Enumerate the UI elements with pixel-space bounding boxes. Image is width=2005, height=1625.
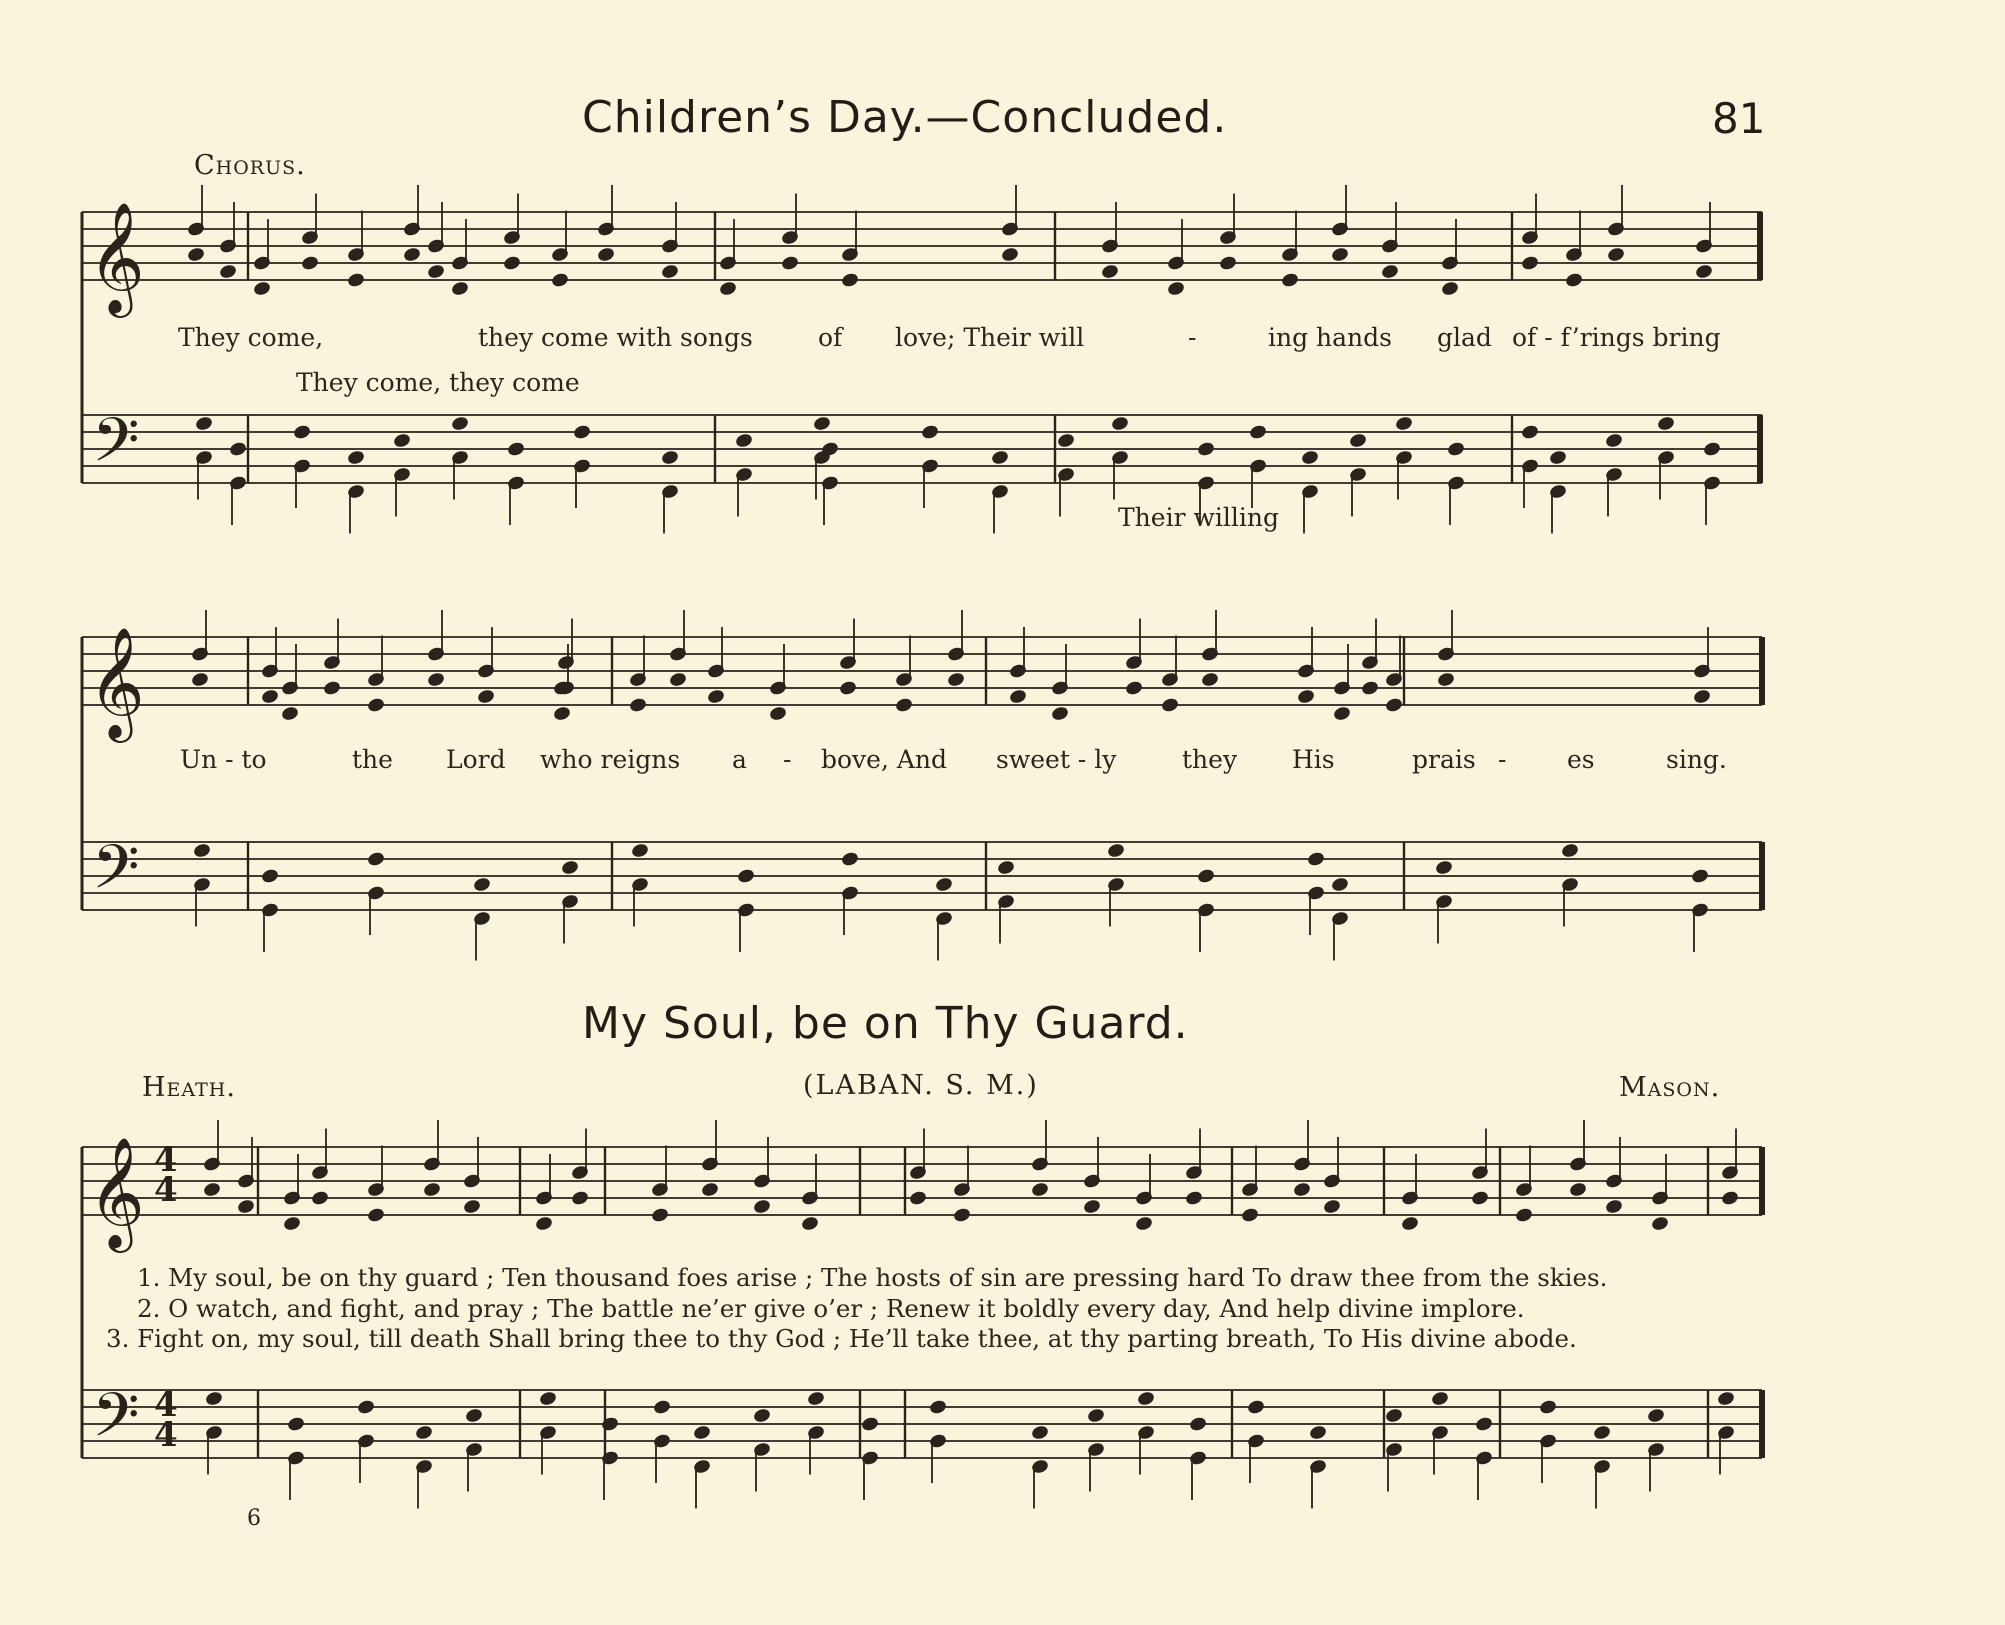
note-icon xyxy=(1219,255,1237,270)
note-icon xyxy=(1309,1425,1327,1440)
treble-clef-icon: 𝄞 xyxy=(88,1136,145,1248)
note-icon xyxy=(281,706,299,721)
note-icon xyxy=(451,416,469,431)
note-icon xyxy=(311,1190,329,1205)
note-icon xyxy=(1297,689,1315,704)
footer-mark: 6 xyxy=(247,1506,261,1531)
note-icon xyxy=(651,1207,669,1222)
lyric-word: glad xyxy=(1437,323,1492,352)
note-icon xyxy=(553,706,571,721)
note-icon xyxy=(507,441,525,456)
note-icon xyxy=(1721,1190,1739,1205)
note-icon xyxy=(719,281,737,296)
note-icon xyxy=(423,1182,441,1197)
note-icon xyxy=(921,424,939,439)
note-icon xyxy=(229,441,247,456)
note-icon xyxy=(1717,1391,1735,1406)
note-icon xyxy=(253,281,271,296)
note-icon xyxy=(427,264,445,279)
note-icon xyxy=(1385,697,1403,712)
note-icon xyxy=(1167,281,1185,296)
lyric-word: love; Their will xyxy=(895,323,1085,352)
note-icon xyxy=(631,843,649,858)
note-icon xyxy=(1031,1182,1049,1197)
lyric-word: Un - to xyxy=(180,745,267,774)
note-icon xyxy=(477,689,495,704)
note-icon xyxy=(1331,247,1349,262)
note-icon xyxy=(473,877,491,892)
note-icon xyxy=(1249,424,1267,439)
note-icon xyxy=(629,697,647,712)
tune-name: (LABAN. S. M.) xyxy=(803,1070,1039,1101)
note-icon xyxy=(283,1216,301,1231)
bass-echo-lyric: Their willing xyxy=(1118,503,1279,532)
bass-clef-icon: 𝄢 xyxy=(92,405,140,491)
note-icon xyxy=(203,1182,221,1197)
bass-clef-icon: 𝄢 xyxy=(92,832,140,918)
lyric-word: bove, And xyxy=(821,745,948,774)
note-icon xyxy=(1111,416,1129,431)
note-icon xyxy=(1009,689,1027,704)
note-icon xyxy=(935,877,953,892)
note-icon xyxy=(597,247,615,262)
note-icon xyxy=(997,860,1015,875)
note-icon xyxy=(769,706,787,721)
note-icon xyxy=(427,672,445,687)
note-icon xyxy=(1051,706,1069,721)
note-icon xyxy=(1441,281,1459,296)
note-icon xyxy=(403,247,421,262)
note-icon xyxy=(1475,1416,1493,1431)
note-icon xyxy=(195,416,213,431)
note-icon xyxy=(347,450,365,465)
note-icon xyxy=(1691,868,1709,883)
lyric-word: they come with songs xyxy=(478,323,753,352)
note-icon xyxy=(347,272,365,287)
time-signature-bass-top: 4 xyxy=(154,1385,178,1425)
note-icon xyxy=(1435,860,1453,875)
song2-title: My Soul, be on Thy Guard. xyxy=(582,998,1189,1049)
note-icon xyxy=(1593,1425,1611,1440)
note-icon xyxy=(1247,1399,1265,1414)
note-icon xyxy=(1549,450,1567,465)
note-icon xyxy=(261,689,279,704)
note-icon xyxy=(1471,1190,1489,1205)
verse-line-1: 1. My soul, be on thy guard ; Ten thousand foes arise ; The hosts of sin are pressing hard To draw thee from the skies. xyxy=(137,1263,1608,1292)
lyricist-credit: Heath. xyxy=(142,1072,236,1103)
note-icon xyxy=(561,860,579,875)
note-icon xyxy=(357,1399,375,1414)
note-icon xyxy=(1447,441,1465,456)
treble-clef-icon: 𝄞 xyxy=(88,201,145,313)
note-icon xyxy=(1385,1408,1403,1423)
note-icon xyxy=(953,1207,971,1222)
note-icon xyxy=(661,450,679,465)
note-icon xyxy=(1651,1216,1669,1231)
note-icon xyxy=(1323,1199,1341,1214)
note-icon xyxy=(1605,433,1623,448)
note-icon xyxy=(947,672,965,687)
note-icon xyxy=(1201,672,1219,687)
note-icon xyxy=(1395,416,1413,431)
lyric-word: of xyxy=(818,323,843,352)
note-icon xyxy=(701,1182,719,1197)
note-icon xyxy=(535,1216,553,1231)
note-icon xyxy=(1185,1190,1203,1205)
note-icon xyxy=(451,281,469,296)
note-icon xyxy=(1333,706,1351,721)
note-icon xyxy=(1647,1408,1665,1423)
lyric-word: - xyxy=(1188,323,1197,352)
note-icon xyxy=(415,1425,433,1440)
note-icon xyxy=(367,697,385,712)
lyric-word: - xyxy=(1498,745,1507,774)
note-icon xyxy=(693,1425,711,1440)
note-icon xyxy=(237,1199,255,1214)
bass-clef-icon: 𝄢 xyxy=(92,1380,140,1466)
note-icon xyxy=(1381,264,1399,279)
chorus-label: Chorus. xyxy=(194,150,306,181)
note-icon xyxy=(1331,877,1349,892)
note-icon xyxy=(1521,424,1539,439)
note-icon xyxy=(1401,1216,1419,1231)
note-icon xyxy=(1607,247,1625,262)
song1-title: Children’s Day.—Concluded. xyxy=(582,92,1228,143)
note-icon xyxy=(323,680,341,695)
note-icon xyxy=(1125,680,1143,695)
note-icon xyxy=(1197,868,1215,883)
note-icon xyxy=(1001,247,1019,262)
lyric-word: sing. xyxy=(1666,745,1727,774)
note-icon xyxy=(781,255,799,270)
note-icon xyxy=(991,450,1009,465)
note-icon xyxy=(1521,255,1539,270)
treble-clef-icon: 𝄞 xyxy=(88,626,145,738)
note-icon xyxy=(1189,1416,1207,1431)
time-signature-bottom: 4 xyxy=(154,1170,178,1210)
note-icon xyxy=(367,851,385,866)
verse-line-2: 2. O watch, and fight, and pray ; The battle ne’er give o’er ; Renew it boldly every day, And help divine implore. xyxy=(137,1294,1525,1323)
note-icon xyxy=(801,1216,819,1231)
lyric-word: Lord xyxy=(446,745,506,774)
note-icon xyxy=(601,1416,619,1431)
note-icon xyxy=(753,1199,771,1214)
note-icon xyxy=(187,247,205,262)
note-icon xyxy=(573,424,591,439)
note-icon xyxy=(1349,433,1367,448)
note-icon xyxy=(1087,1408,1105,1423)
note-icon xyxy=(735,433,753,448)
note-icon xyxy=(1301,450,1319,465)
verse-line-3: 3. Fight on, my soul, till death Shall bring thee to thy God ; He’ll take thee, at thy parting breath, To His divine abode. xyxy=(106,1324,1577,1353)
note-icon xyxy=(1083,1199,1101,1214)
note-icon xyxy=(551,272,569,287)
note-icon xyxy=(1693,689,1711,704)
lyric-word: they xyxy=(1182,745,1238,774)
lyric-word: They come, xyxy=(178,323,324,352)
note-icon xyxy=(1135,1216,1153,1231)
note-icon xyxy=(301,255,319,270)
note-icon xyxy=(909,1190,927,1205)
note-icon xyxy=(1569,1182,1587,1197)
note-icon xyxy=(1307,851,1325,866)
lyric-word: a xyxy=(732,745,747,774)
note-icon xyxy=(661,264,679,279)
note-icon xyxy=(465,1408,483,1423)
note-icon xyxy=(1515,1207,1533,1222)
note-icon xyxy=(571,1190,589,1205)
note-icon xyxy=(1605,1199,1623,1214)
time-signature-top: 4 xyxy=(154,1140,178,1180)
note-icon xyxy=(205,1391,223,1406)
note-icon xyxy=(753,1408,771,1423)
composer-credit: Mason. xyxy=(1619,1072,1721,1103)
lyric-word: sweet - ly xyxy=(996,745,1117,774)
note-icon xyxy=(1431,1391,1449,1406)
note-icon xyxy=(393,433,411,448)
lyric-word: who reigns xyxy=(540,745,681,774)
note-icon xyxy=(219,264,237,279)
note-icon xyxy=(1657,416,1675,431)
note-icon xyxy=(1137,1391,1155,1406)
note-icon xyxy=(807,1391,825,1406)
time-signature-bass-bottom: 4 xyxy=(154,1415,178,1455)
note-icon xyxy=(895,697,913,712)
note-icon xyxy=(1101,264,1119,279)
note-icon xyxy=(1437,672,1455,687)
note-icon xyxy=(539,1391,557,1406)
page-number: 81 xyxy=(1712,94,1766,143)
note-icon xyxy=(861,1416,879,1431)
alto-echo-lyric: They come, they come xyxy=(296,368,580,397)
lyric-word: es xyxy=(1567,745,1595,774)
note-icon xyxy=(653,1399,671,1414)
note-icon xyxy=(463,1199,481,1214)
note-icon xyxy=(839,680,857,695)
note-icon xyxy=(1161,697,1179,712)
note-icon xyxy=(737,868,755,883)
note-icon xyxy=(1031,1425,1049,1440)
note-icon xyxy=(191,672,209,687)
note-icon xyxy=(1057,433,1075,448)
note-icon xyxy=(1361,680,1379,695)
note-icon xyxy=(929,1399,947,1414)
note-icon xyxy=(1107,843,1125,858)
note-icon xyxy=(1197,441,1215,456)
lyric-word: His xyxy=(1292,745,1335,774)
note-icon xyxy=(1293,1182,1311,1197)
note-icon xyxy=(841,851,859,866)
note-icon xyxy=(707,689,725,704)
lyric-word: ing hands xyxy=(1268,323,1392,352)
note-icon xyxy=(841,272,859,287)
note-icon xyxy=(287,1416,305,1431)
note-icon xyxy=(367,1207,385,1222)
note-icon xyxy=(503,255,521,270)
note-icon xyxy=(1281,272,1299,287)
note-icon xyxy=(261,868,279,883)
note-icon xyxy=(1565,272,1583,287)
lyric-word: - xyxy=(783,745,792,774)
note-icon xyxy=(1539,1399,1557,1414)
note-icon xyxy=(669,672,687,687)
lyric-word: prais xyxy=(1412,745,1476,774)
note-icon xyxy=(193,843,211,858)
note-icon xyxy=(1703,441,1721,456)
note-icon xyxy=(1561,843,1579,858)
note-icon xyxy=(1241,1207,1259,1222)
note-icon xyxy=(813,416,831,431)
note-icon xyxy=(1695,264,1713,279)
lyric-word: the xyxy=(352,745,393,774)
note-icon xyxy=(293,424,311,439)
lyric-word: of - f’rings bring xyxy=(1512,323,1721,352)
